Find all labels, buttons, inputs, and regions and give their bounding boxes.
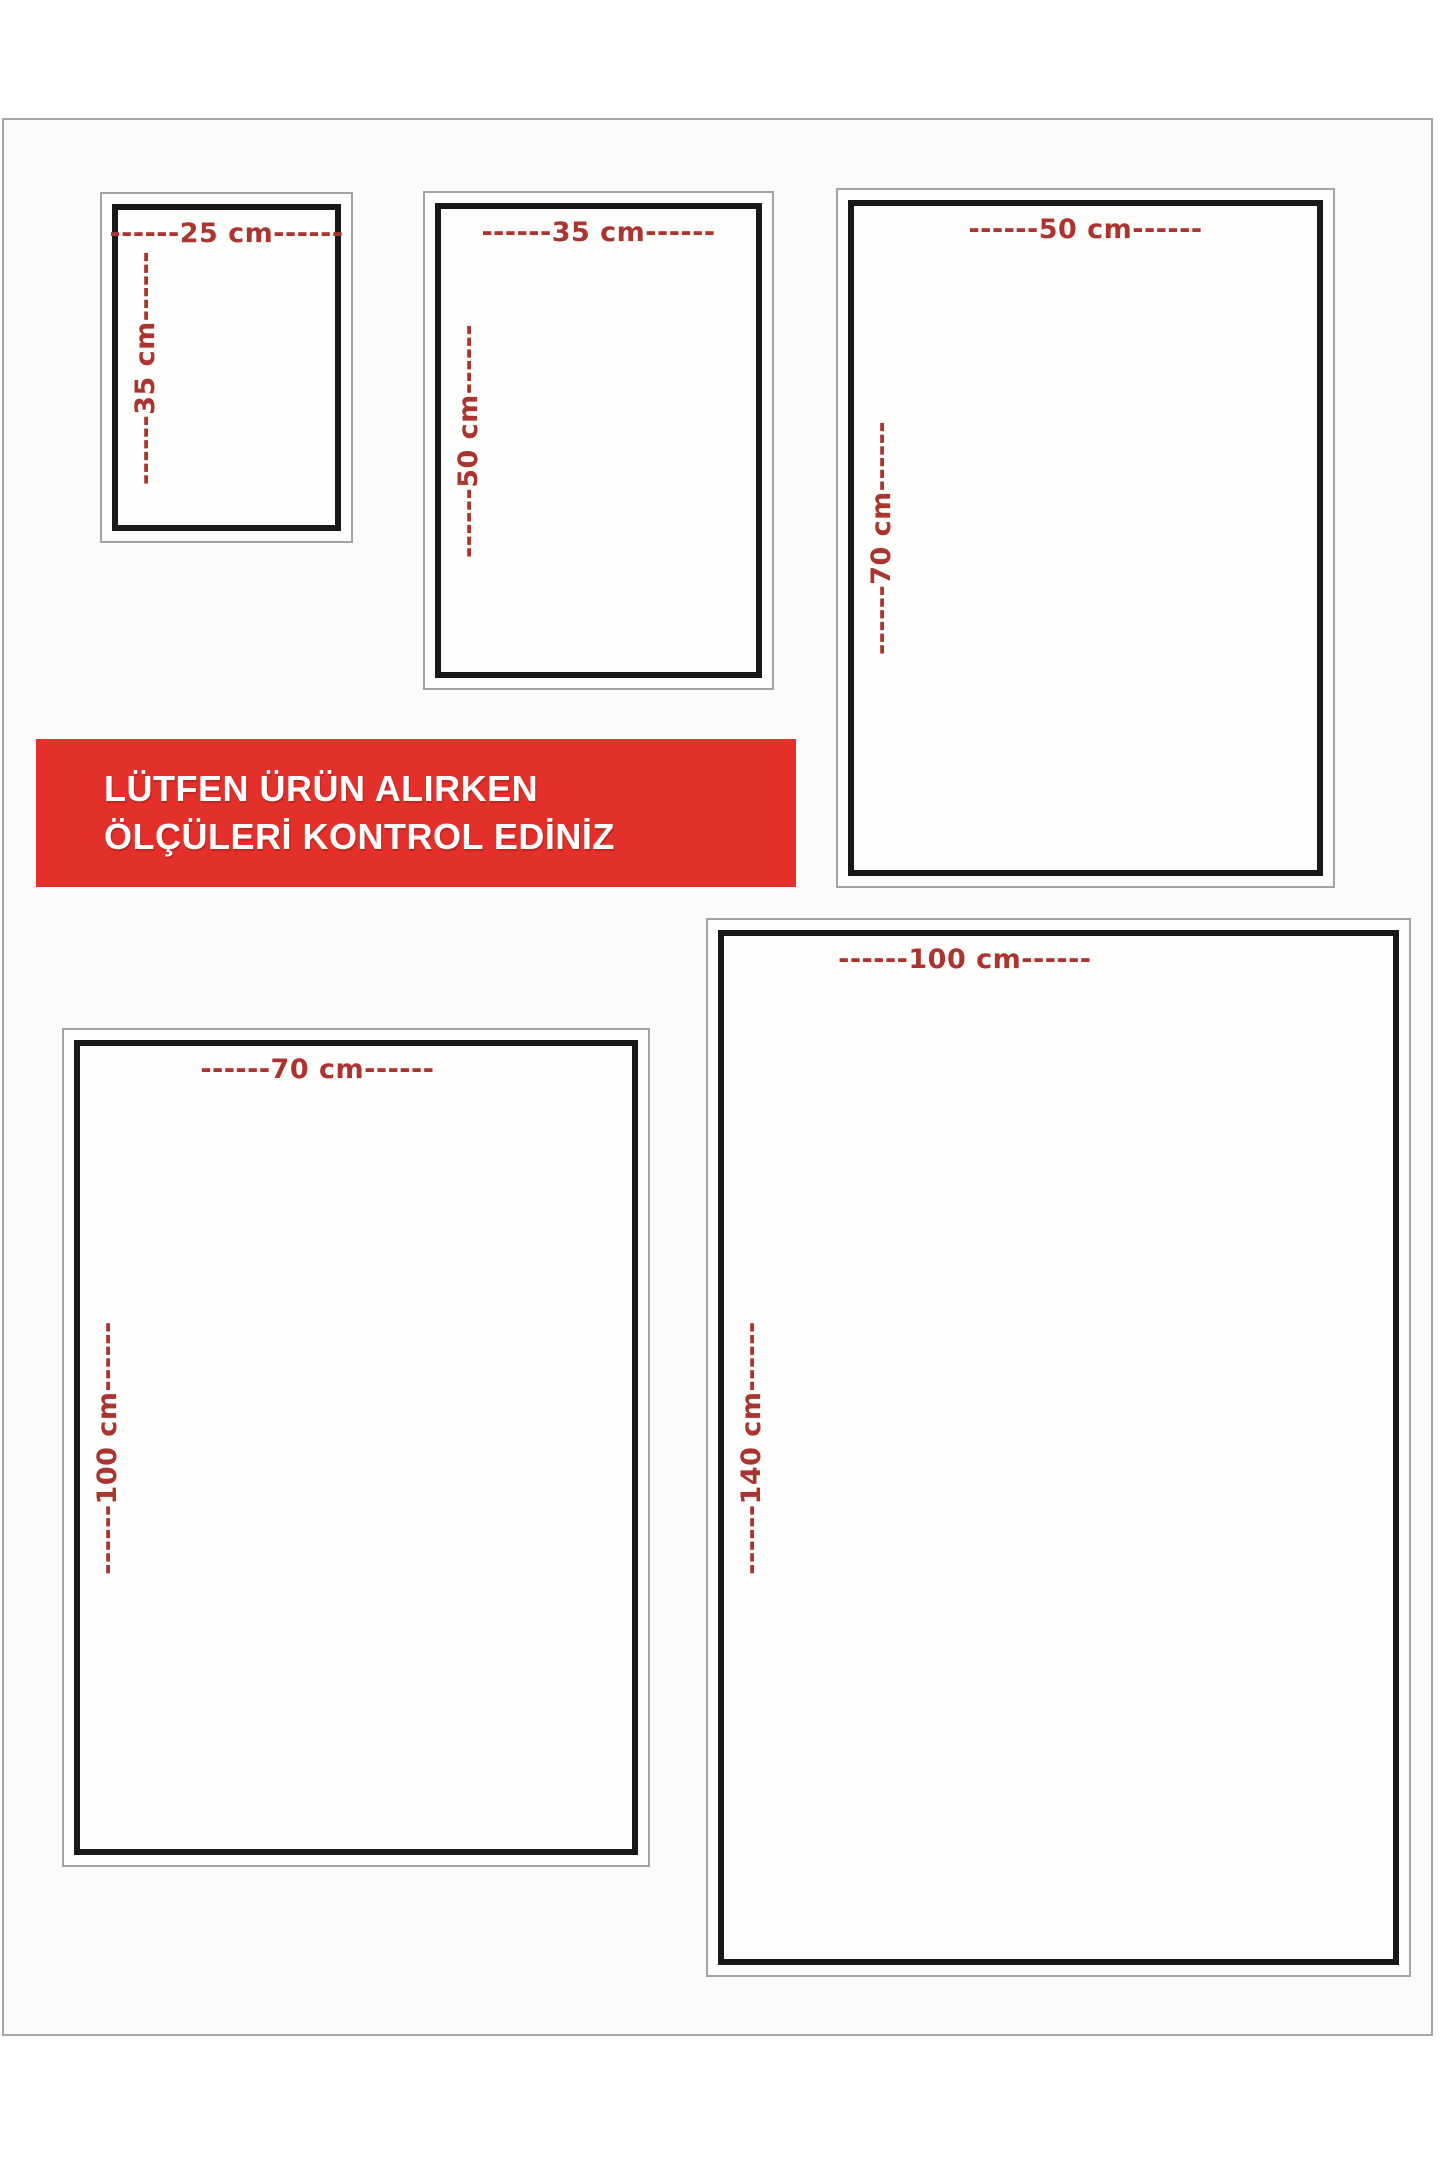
warning-banner-line-2: ÖLÇÜLERİ KONTROL EDİNİZ [104,816,615,857]
size-box-70x100 [62,1028,650,1867]
size-box-frame [74,1040,638,1855]
height-dimension-label-wrap [866,421,897,655]
size-box-frame [718,930,1399,1965]
height-dimension-label-wrap [92,1321,123,1574]
height-dimension-label: ------35 cm------ [130,250,161,485]
width-dimension-label: ------35 cm------ [481,217,716,248]
width-dimension-label: ------70 cm------ [200,1054,435,1085]
height-dimension-label: ------50 cm------ [453,323,484,558]
height-dimension-label: ------100 cm------ [92,1320,123,1575]
height-dimension-label: ------70 cm------ [866,420,897,656]
height-dimension-label: ------140 cm------ [736,1320,767,1575]
warning-banner [36,739,796,887]
height-dimension-label-wrap [130,250,161,484]
width-dimension-label: ------50 cm------ [968,214,1203,245]
size-box-50x70 [836,188,1335,888]
size-box-frame [109,204,344,531]
size-box-frame [848,200,1323,876]
width-dimension-label: ------100 cm------ [838,944,1092,975]
height-dimension-label-wrap [453,323,484,557]
size-box-35x50 [423,191,774,690]
size-box-frame [435,203,762,678]
size-box-100x140 [706,918,1411,1977]
size-box-25x35 [100,192,353,543]
width-dimension-label: ------25 cm------ [109,218,344,249]
warning-banner-line-1: LÜTFEN ÜRÜN ALIRKEN [104,768,539,810]
height-dimension-label-wrap [736,1321,767,1574]
